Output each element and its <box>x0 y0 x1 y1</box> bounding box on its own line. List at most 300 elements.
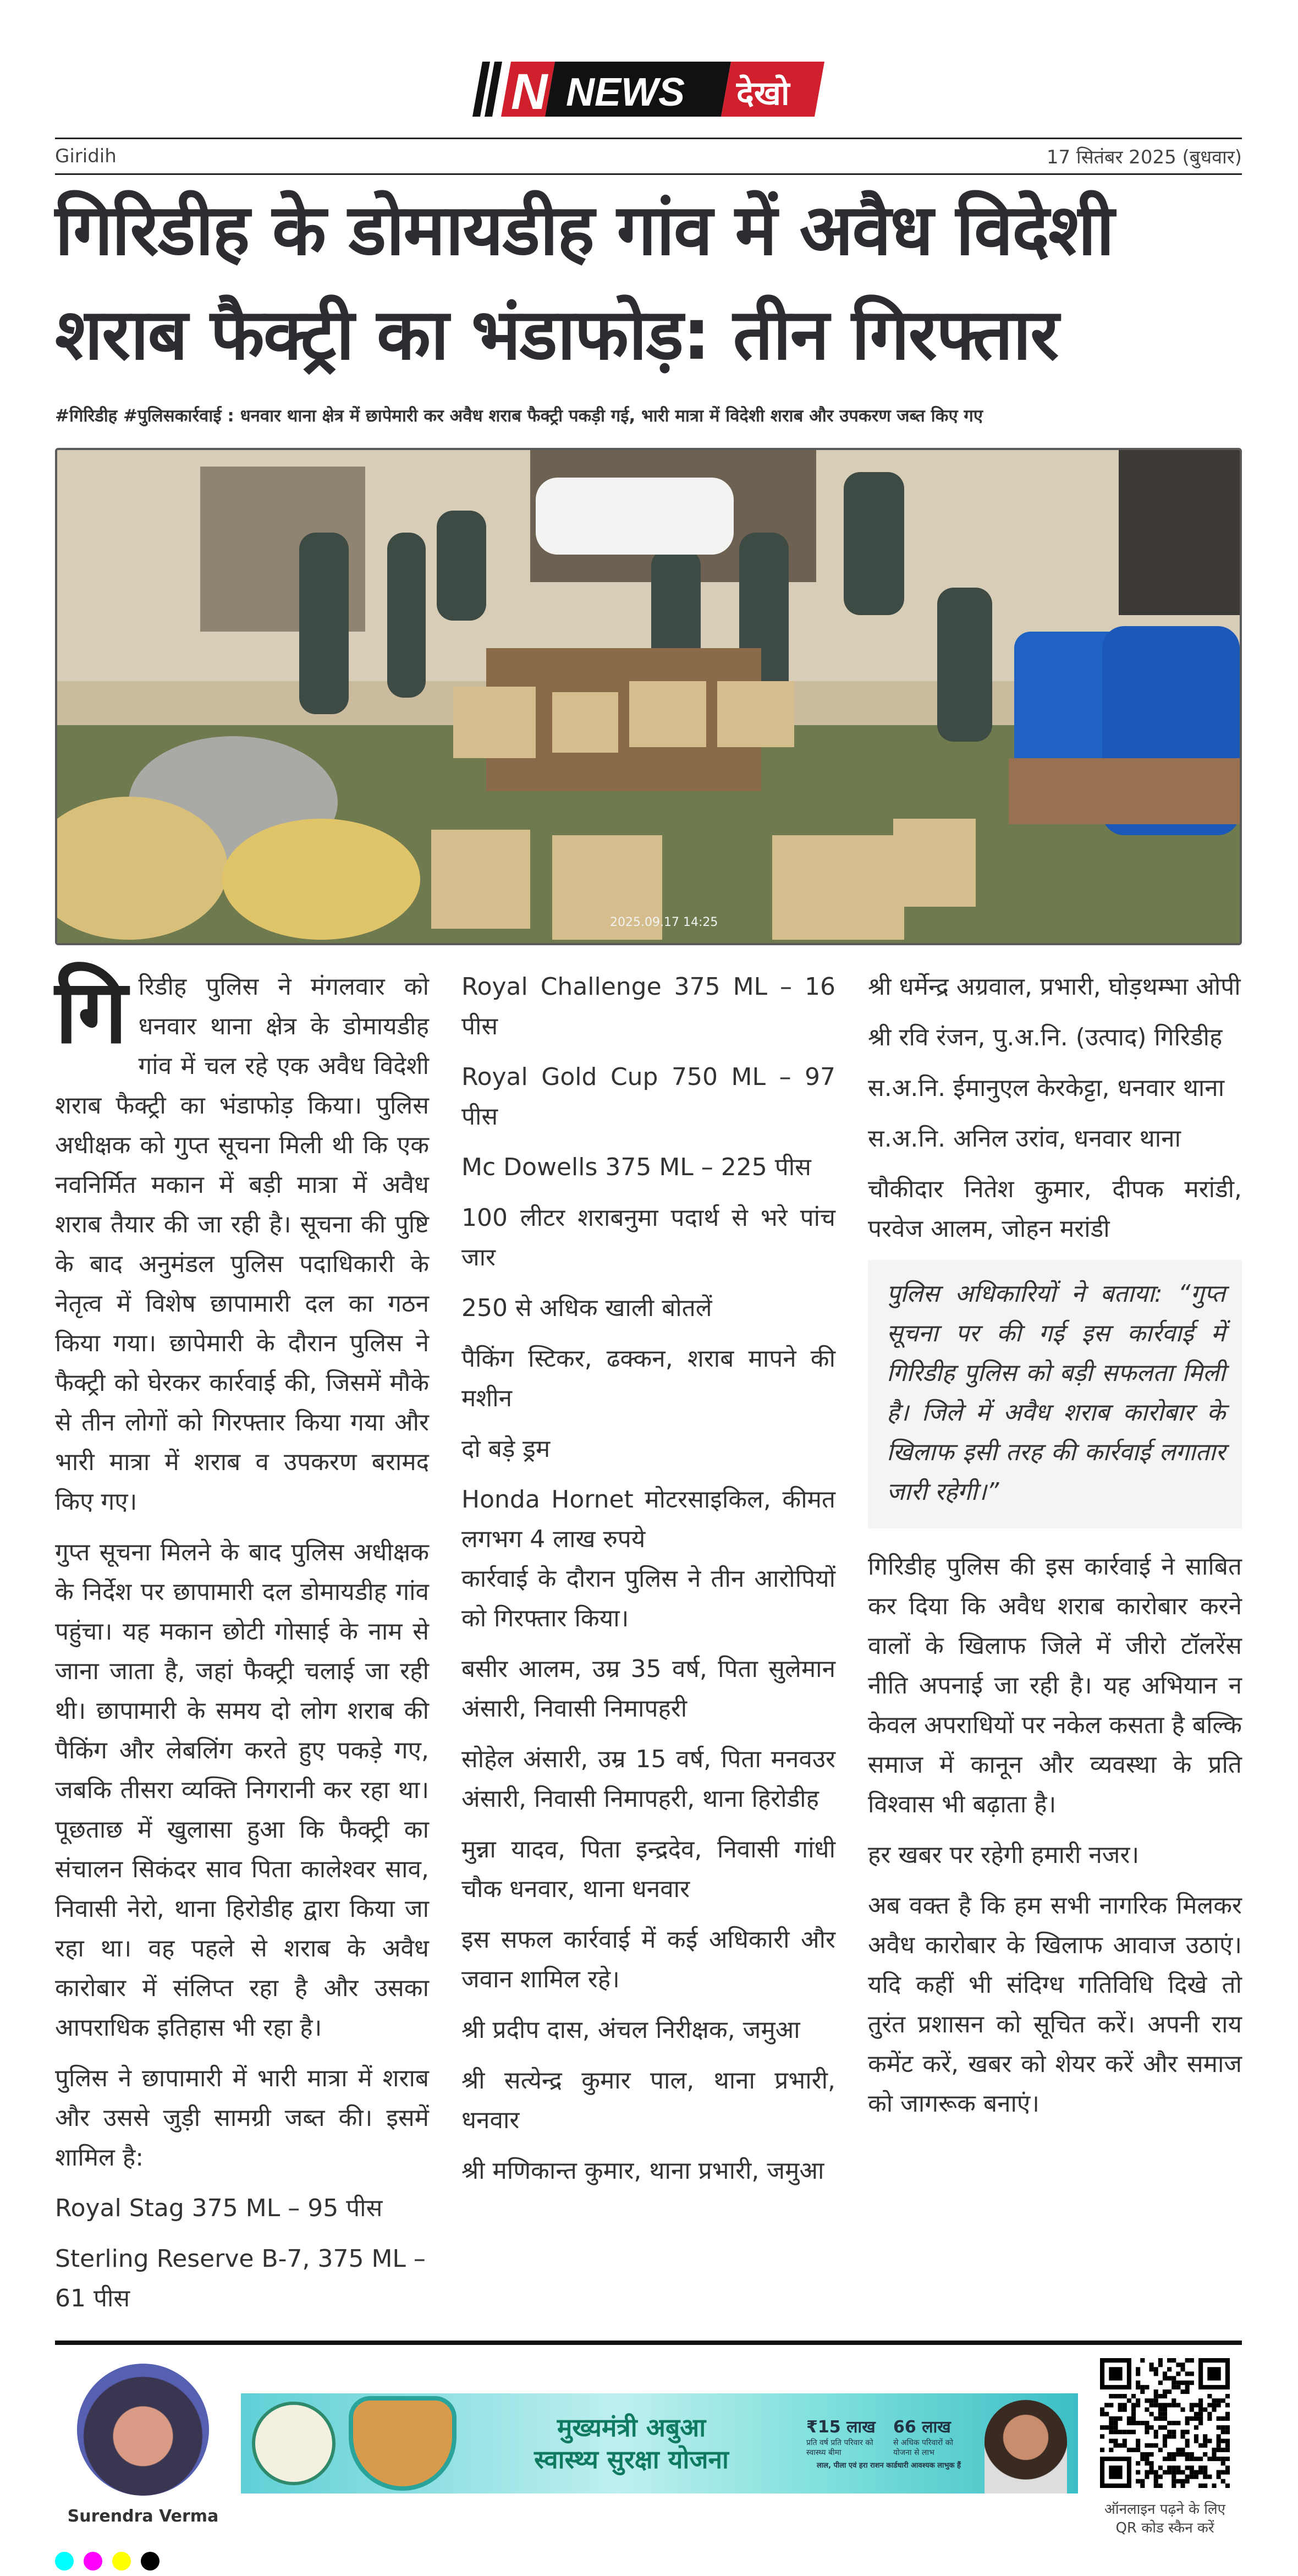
ad-portrait <box>985 2400 1067 2493</box>
print-mark-magenta <box>84 2552 102 2570</box>
article-column-2 <box>461 967 835 2202</box>
qr-module <box>1203 2465 1207 2470</box>
qr-code[interactable] <box>1100 2358 1230 2488</box>
qr-module <box>1194 2438 1198 2443</box>
qr-module <box>1131 2448 1136 2452</box>
officer-item: श्री धर्मेन्द्र अग्रवाल, प्रभारी, घोड़थम्भा ओपी <box>868 973 1241 1001</box>
qr-module <box>1185 2443 1190 2448</box>
masthead <box>55 62 1242 117</box>
qr-module <box>1180 2430 1185 2434</box>
seized-item: पैकिंग स्टिकर, ढक्कन, शराब मापने की मशीन <box>461 1345 835 1412</box>
qr-module <box>1190 2457 1194 2461</box>
seized-item: Honda Hornet मोटरसाइकिल, कीमत लगभग 4 लाख रुपये <box>461 1486 835 1553</box>
qr-module <box>1150 2465 1154 2470</box>
qr-module <box>1176 2465 1180 2470</box>
qr-module <box>1150 2412 1154 2416</box>
qr-module <box>1163 2470 1167 2474</box>
qr-module <box>1140 2484 1145 2488</box>
qr-module <box>1136 2470 1140 2474</box>
qr-module <box>1113 2394 1118 2398</box>
qr-module <box>1123 2430 1127 2434</box>
officer-item: श्री प्रदीप दास, अंचल निरीक्षक, जमुआ <box>461 2016 800 2044</box>
qr-module <box>1131 2394 1136 2398</box>
logo-word: NEWS <box>566 70 685 114</box>
qr-module <box>1207 2412 1212 2416</box>
qr-module <box>1167 2470 1172 2474</box>
qr-module <box>1221 2416 1225 2421</box>
qr-module <box>1217 2448 1221 2452</box>
qr-module <box>1203 2408 1207 2412</box>
qr-module <box>1109 2416 1113 2421</box>
qr-module <box>1150 2470 1154 2474</box>
qr-module <box>1163 2457 1167 2461</box>
qr-module <box>1217 2457 1221 2461</box>
qr-module <box>1163 2438 1167 2443</box>
qr-module <box>1185 2371 1190 2376</box>
qr-module <box>1127 2398 1131 2403</box>
qr-module <box>1194 2457 1198 2461</box>
article-paragraph: गिरिडीह पुलिस की इस कार्रवाई ने साबित कर दिया कि अवैध शराब कारोबार करने वालों के खिलाफ जिले में जीरो टॉलरेंस नीति अपनाई जा रही है। यह अभियान न केवल अपराधियों पर नकेल कसता है बल्कि समाज में कानून और व्यवस्था के प्रति विश्वास भी बढ़ाता है। <box>868 1553 1242 1818</box>
qr-module <box>1145 2470 1149 2474</box>
ad-stat-1 <box>806 2417 884 2458</box>
drop-cap: गि <box>55 960 128 1063</box>
qr-module <box>1167 2457 1172 2461</box>
author-name: Surendra Verma <box>67 2507 219 2526</box>
qr-module <box>1118 2443 1123 2448</box>
qr-module <box>1194 2470 1198 2474</box>
qr-module <box>1212 2484 1216 2488</box>
article-paragraph: हर खबर पर रहेगी हमारी नजर। <box>868 1841 1140 1869</box>
qr-module <box>1145 2408 1149 2412</box>
ad-title <box>470 2411 793 2475</box>
qr-module <box>1180 2448 1185 2452</box>
qr-module <box>1180 2434 1185 2438</box>
seized-item: Sterling Reserve B-7, 375 ML – 61 पीस <box>55 2245 426 2312</box>
qr-module <box>1150 2367 1154 2371</box>
seized-item: 100 लीटर शराबनुमा पदार्थ से भरे पांच जार <box>461 1204 835 1271</box>
seized-item: Royal Gold Cup 750 ML – 97 पीस <box>461 1063 835 1131</box>
qr-module <box>1154 2475 1158 2479</box>
qr-module <box>1113 2443 1118 2448</box>
paragraph-text: रिडीह पुलिस ने मंगलवार को धनवार थाना क्षेत्र के डोमायडीह गांव में चल रहे एक अवैध विदेशी शराब फैक्ट्री का भंडाफोड़ किया। पुलिस अधीक्षक को गुप्त सूचना मिली थी कि एक नवनिर्मित मकान में बड़ी मात्रा में अवैध शराब तैयार की जा रही है। सूचना की पुष्टि के बाद अनुमंडल पुलिस पदाधिकारी के नेतृत्व में विशेष छापामारी दल का गठन किया गया। छापेमारी के दौरान पुलिस ने फैक्ट्री को घेरकर कार्रवाई की, जिसमें मौके से तीन लोगों को गिरफ्तार किया गया और भारी मात्रा में शराब व उपकरण बरामद किए गए। <box>55 973 429 1516</box>
qr-module <box>1198 2470 1203 2474</box>
qr-module <box>1109 2430 1113 2434</box>
qr-module <box>1136 2367 1140 2371</box>
qr-module <box>1145 2461 1149 2465</box>
officer-item: स.अ.नि. ईमानुएल केरकेट्टा, धनवार थाना <box>868 1074 1225 1102</box>
qr-module <box>1145 2421 1149 2425</box>
article-paragraph: अब वक्त है कि हम सभी नागरिक मिलकर अवैध कारोबार के खिलाफ आवाज उठाएं। यदि कहीं भी संदिग्ध गतिविधि दिखे तो तुरंत प्रशासन को सूचित करें। अपनी राय कमेंट करें, खबर को शेयर करें और समाज को जागरूक बनाएं। <box>868 1892 1242 2118</box>
qr-module <box>1172 2434 1176 2438</box>
qr-module <box>1225 2448 1230 2452</box>
qr-module <box>1109 2394 1113 2398</box>
qr-module <box>1100 2425 1104 2430</box>
qr-module <box>1225 2416 1230 2421</box>
ad-stat-desc: प्रति वर्ष प्रति परिवार को स्वास्थ्य बीमा <box>806 2438 873 2457</box>
qr-module <box>1207 2403 1212 2407</box>
qr-module <box>1163 2389 1167 2394</box>
heart-family-icon <box>349 2396 457 2491</box>
qr-module <box>1150 2398 1154 2403</box>
qr-module <box>1154 2416 1158 2421</box>
qr-module <box>1198 2465 1203 2470</box>
qr-module <box>1217 2434 1221 2438</box>
qr-module <box>1154 2367 1158 2371</box>
news-photo[interactable] <box>55 448 1242 945</box>
qr-module <box>1136 2421 1140 2425</box>
seized-item: Royal Stag 375 ML – 95 पीस <box>55 2194 383 2222</box>
qr-module <box>1163 2403 1167 2407</box>
qr-module <box>1190 2358 1194 2363</box>
qr-module <box>1172 2452 1176 2457</box>
qr-module <box>1158 2484 1163 2488</box>
qr-module <box>1163 2416 1167 2421</box>
qr-module <box>1158 2363 1163 2367</box>
qr-module <box>1158 2403 1163 2407</box>
qr-module <box>1190 2371 1194 2376</box>
qr-module <box>1203 2434 1207 2438</box>
qr-module <box>1158 2425 1163 2430</box>
qr-module <box>1207 2394 1212 2398</box>
qr-module <box>1167 2421 1172 2425</box>
qr-module <box>1136 2385 1140 2389</box>
qr-module <box>1167 2434 1172 2438</box>
qr-module <box>1163 2371 1167 2376</box>
qr-module <box>1180 2363 1185 2367</box>
qr-module <box>1185 2479 1190 2484</box>
qr-module <box>1190 2403 1194 2407</box>
qr-module <box>1172 2457 1176 2461</box>
qr-module <box>1217 2475 1221 2479</box>
qr-module <box>1140 2358 1145 2363</box>
qr-module <box>1194 2416 1198 2421</box>
qr-module <box>1167 2376 1172 2381</box>
footer <box>55 2358 1242 2537</box>
qr-module <box>1127 2448 1131 2452</box>
qr-module <box>1118 2416 1123 2421</box>
qr-module <box>1176 2470 1180 2474</box>
qr-module <box>1212 2457 1216 2461</box>
qr-module <box>1104 2425 1109 2430</box>
qr-module <box>1172 2470 1176 2474</box>
qr-module <box>1154 2479 1158 2484</box>
ad-banner[interactable] <box>241 2393 1078 2493</box>
qr-module <box>1172 2465 1176 2470</box>
newspaper-page <box>55 0 1242 2576</box>
qr-module <box>1207 2438 1212 2443</box>
qr-module <box>1180 2408 1185 2412</box>
qr-module <box>1225 2403 1230 2407</box>
qr-module <box>1190 2465 1194 2470</box>
qr-module <box>1154 2434 1158 2438</box>
officer-item: स.अ.नि. अनिल उरांव, धनवार थाना <box>868 1125 1181 1153</box>
qr-module <box>1136 2479 1140 2484</box>
qr-module <box>1104 2412 1109 2416</box>
qr-module <box>1190 2416 1194 2421</box>
qr-module <box>1136 2461 1140 2465</box>
qr-module <box>1217 2398 1221 2403</box>
qr-module <box>1136 2371 1140 2376</box>
qr-module <box>1136 2448 1140 2452</box>
qr-module <box>1113 2425 1118 2430</box>
qr-module <box>1176 2403 1180 2407</box>
qr-module <box>1100 2408 1104 2412</box>
qr-module <box>1172 2385 1176 2389</box>
qr-module <box>1203 2484 1207 2488</box>
qr-module <box>1194 2425 1198 2430</box>
qr-module <box>1154 2403 1158 2407</box>
qr-module <box>1158 2465 1163 2470</box>
blockquote: पुलिस अधिकारियों ने बताया: “गुप्त सूचना पर की गई इस कार्रवाई में गिरिडीह पुलिस को बड़ी सफलता मिली है। जिले में अवैध शराब कारोबार के खिलाफ इसी तरह की कार्रवाई लगातार जारी रहेगी।” <box>868 1260 1242 1528</box>
ad-stat-desc: से अधिक परिवारों को योजना से लाभ <box>893 2438 953 2457</box>
qr-module <box>1180 2452 1185 2457</box>
qr-module <box>1176 2448 1180 2452</box>
qr-module <box>1221 2479 1225 2484</box>
qr-module <box>1163 2408 1167 2412</box>
article-paragraph: गुप्त सूचना मिलने के बाद पुलिस अधीक्षक के निर्देश पर छापामारी दल डोमायडीह गांव पहुंचा। यह मकान छोटी गोसाई के नाम से जाना जाता है, जहां फैक्ट्री चलाई जा रही थी। छापामारी के समय दो लोग शराब की पैकिंग और लेबलिंग करते हुए पकड़े गए, जबकि तीसरा व्यक्ति निगरानी कर रहा था। पूछताछ में खुलासा हुआ कि फैक्ट्री का संचालन सिकंदर साव पिता कालेश्वर साव, निवासी नेरो, थाना हिरोडीह द्वारा किया जा रहा था। वह पहले से शराब के अवैध कारोबार में संलिप्त रहा है और उसका आपराधिक इतिहास भी रहा है। <box>55 1538 429 2042</box>
qr-module <box>1113 2430 1118 2434</box>
qr-module <box>1185 2421 1190 2425</box>
ad-stat-row <box>806 2417 971 2458</box>
qr-module <box>1212 2448 1216 2452</box>
qr-module <box>1136 2398 1140 2403</box>
qr-module <box>1150 2443 1154 2448</box>
qr-module <box>1176 2452 1180 2457</box>
print-mark-yellow <box>112 2552 131 2570</box>
qr-module <box>1221 2430 1225 2434</box>
qr-module <box>1140 2452 1145 2457</box>
qr-caption-line: QR कोड स्कैन करें <box>1115 2520 1214 2536</box>
qr-module <box>1221 2457 1225 2461</box>
qr-module <box>1150 2452 1154 2457</box>
qr-module <box>1194 2434 1198 2438</box>
qr-module <box>1212 2452 1216 2457</box>
qr-module <box>1221 2425 1225 2430</box>
qr-module <box>1118 2394 1123 2398</box>
qr-module <box>1131 2416 1136 2421</box>
qr-module <box>1163 2412 1167 2416</box>
qr-module <box>1180 2389 1185 2394</box>
qr-module <box>1176 2371 1180 2376</box>
qr-module <box>1217 2443 1221 2448</box>
qr-module <box>1194 2412 1198 2416</box>
qr-module <box>1145 2398 1149 2403</box>
article-paragraph <box>55 960 429 1522</box>
qr-module <box>1203 2438 1207 2443</box>
qr-module <box>1158 2408 1163 2412</box>
qr-module <box>1140 2457 1145 2461</box>
qr-module <box>1158 2416 1163 2421</box>
qr-module <box>1198 2443 1203 2448</box>
qr-module <box>1158 2358 1163 2363</box>
qr-module <box>1190 2470 1194 2474</box>
qr-finder <box>1207 2367 1220 2380</box>
qr-module <box>1154 2430 1158 2434</box>
qr-module <box>1203 2475 1207 2479</box>
qr-module <box>1127 2416 1131 2421</box>
qr-module <box>1113 2438 1118 2443</box>
qr-module <box>1145 2385 1149 2389</box>
qr-module <box>1136 2381 1140 2385</box>
ad-stats <box>806 2417 971 2470</box>
qr-module <box>1100 2434 1104 2438</box>
qr-module <box>1158 2475 1163 2479</box>
qr-module <box>1100 2412 1104 2416</box>
qr-module <box>1190 2408 1194 2412</box>
qr-module <box>1140 2479 1145 2484</box>
qr-module <box>1225 2425 1230 2430</box>
qr-module <box>1225 2465 1230 2470</box>
seized-item: Royal Challenge 375 ML – 16 पीस <box>461 973 835 1040</box>
team-intro: इस सफल कार्रवाई में कई अधिकारी और जवान शामिल रहे। <box>461 1926 835 1993</box>
qr-module <box>1172 2484 1176 2488</box>
qr-module <box>1180 2470 1185 2474</box>
qr-module <box>1203 2452 1207 2457</box>
ad-stat-value: ₹15 लाख <box>806 2417 876 2437</box>
qr-module <box>1185 2381 1190 2385</box>
seized-item: दो बड़े ड्रम <box>461 1435 551 1463</box>
qr-module <box>1150 2363 1154 2367</box>
print-marks <box>55 2552 1242 2576</box>
qr-module <box>1145 2443 1149 2448</box>
qr-module <box>1127 2430 1131 2434</box>
qr-module <box>1154 2443 1158 2448</box>
qr-module <box>1225 2470 1230 2474</box>
qr-module <box>1109 2438 1113 2443</box>
qr-module <box>1221 2461 1225 2465</box>
qr-module <box>1136 2438 1140 2443</box>
qr-module <box>1225 2394 1230 2398</box>
qr-module <box>1185 2465 1190 2470</box>
qr-module <box>1221 2470 1225 2474</box>
qr-module <box>1163 2434 1167 2438</box>
qr-module <box>1207 2416 1212 2421</box>
qr-module <box>1217 2416 1221 2421</box>
qr-module <box>1217 2425 1221 2430</box>
qr-module <box>1176 2421 1180 2425</box>
seized-item: Mc Dowells 375 ML – 225 पीस <box>461 1153 811 1181</box>
qr-module <box>1217 2438 1221 2443</box>
qr-module <box>1109 2448 1113 2452</box>
qr-module <box>1140 2389 1145 2394</box>
qr-module <box>1203 2470 1207 2474</box>
header-rule-bottom <box>55 173 1242 175</box>
qr-module <box>1198 2421 1203 2425</box>
arrest-intro: कार्रवाई के दौरान पुलिस ने तीन आरोपियों को गिरफ्तार किया। <box>461 1565 835 1632</box>
qr-module <box>1123 2408 1127 2412</box>
ad-title-line: स्वास्थ्य सुरक्षा योजना <box>534 2445 729 2474</box>
qr-module <box>1154 2484 1158 2488</box>
qr-module <box>1190 2475 1194 2479</box>
government-emblem-icon <box>252 2402 336 2485</box>
print-mark-cyan <box>55 2552 74 2570</box>
accused-item: मुन्ना यादव, पिता इन्द्रदेव, निवासी गांधी चौक धनवार, थाना धनवार <box>461 1835 835 1903</box>
qr-module <box>1225 2443 1230 2448</box>
qr-module <box>1167 2389 1172 2394</box>
qr-module <box>1172 2475 1176 2479</box>
qr-module <box>1180 2381 1185 2385</box>
qr-module <box>1131 2403 1136 2407</box>
qr-module <box>1212 2403 1216 2407</box>
ad-stat-2 <box>893 2417 971 2458</box>
qr-module <box>1198 2403 1203 2407</box>
qr-module <box>1212 2408 1216 2412</box>
officer-item: श्री सत्येन्द्र कुमार पाल, थाना प्रभारी, धनवार <box>461 2067 835 2134</box>
qr-module <box>1185 2389 1190 2394</box>
qr-module <box>1198 2457 1203 2461</box>
qr-module <box>1185 2475 1190 2479</box>
seized-item: 250 से अधिक खाली बोतलें <box>461 1294 712 1322</box>
qr-module <box>1190 2452 1194 2457</box>
qr-module <box>1172 2398 1176 2403</box>
qr-module <box>1163 2443 1167 2448</box>
qr-module <box>1113 2421 1118 2425</box>
article-column-3 <box>868 967 1242 2135</box>
dateline <box>55 139 1242 173</box>
qr-module <box>1212 2398 1216 2403</box>
qr-module <box>1109 2421 1113 2425</box>
qr-module <box>1154 2389 1158 2394</box>
qr-module <box>1109 2425 1113 2430</box>
qr-module <box>1136 2403 1140 2407</box>
qr-module <box>1198 2398 1203 2403</box>
qr-module <box>1185 2358 1190 2363</box>
qr-module <box>1118 2403 1123 2407</box>
qr-module <box>1198 2412 1203 2416</box>
qr-module <box>1221 2398 1225 2403</box>
qr-module <box>1154 2394 1158 2398</box>
qr-module <box>1167 2403 1172 2407</box>
qr-module <box>1172 2403 1176 2407</box>
qr-module <box>1172 2421 1176 2425</box>
qr-module <box>1123 2403 1127 2407</box>
qr-module <box>1198 2484 1203 2488</box>
qr-module <box>1172 2358 1176 2363</box>
qr-module <box>1185 2385 1190 2389</box>
qr-module <box>1150 2425 1154 2430</box>
officer-item: श्री रवि रंजन, पु.अ.नि. (उत्पाद) गिरिडीह <box>868 1023 1223 1051</box>
qr-module <box>1225 2457 1230 2461</box>
qr-module <box>1131 2430 1136 2434</box>
article-paragraph: पुलिस ने छापामारी में भारी मात्रा में शराब और उससे जुड़ी सामग्री जब्त की। इसमें शामिल है: <box>55 2064 429 2172</box>
qr-module <box>1172 2479 1176 2484</box>
qr-module <box>1145 2457 1149 2461</box>
qr-module <box>1100 2448 1104 2452</box>
author-block <box>55 2358 231 2526</box>
qr-block <box>1088 2358 1242 2537</box>
qr-module <box>1198 2416 1203 2421</box>
officer-item: चौकीदार नितेश कुमार, दीपक मरांडी, परवेज आलम, जोहन मरांडी <box>868 1175 1242 1243</box>
qr-module <box>1185 2438 1190 2443</box>
qr-module <box>1225 2484 1230 2488</box>
qr-module <box>1167 2452 1172 2457</box>
print-mark-black <box>141 2552 160 2570</box>
qr-module <box>1207 2457 1212 2461</box>
date: 17 सितंबर 2025 (बुधवार) <box>1046 146 1242 168</box>
photo-scene <box>57 450 1240 943</box>
logo-hindi: देखो <box>736 74 790 113</box>
qr-module <box>1207 2475 1212 2479</box>
qr-module <box>1131 2412 1136 2416</box>
qr-module <box>1194 2475 1198 2479</box>
ad-stat-value: 66 लाख <box>893 2417 951 2437</box>
qr-module <box>1163 2394 1167 2398</box>
qr-module <box>1221 2448 1225 2452</box>
qr-module <box>1225 2430 1230 2434</box>
news-dekho-logo[interactable] <box>472 62 824 117</box>
qr-module <box>1163 2376 1167 2381</box>
qr-module <box>1172 2381 1176 2385</box>
